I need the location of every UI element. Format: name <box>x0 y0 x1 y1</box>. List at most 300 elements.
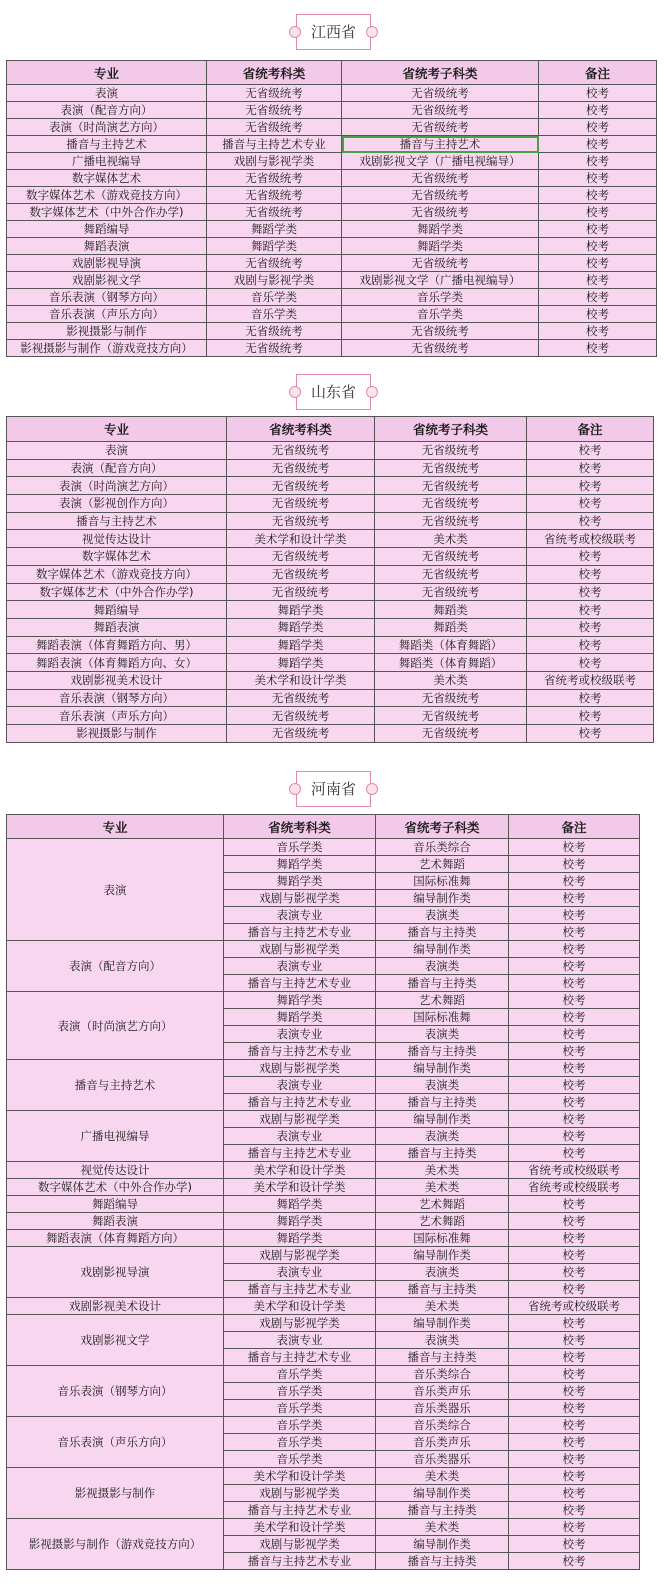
table-cell: 无省级统考 <box>342 187 539 204</box>
jiangxi-title <box>296 14 371 50</box>
table-cell: 校考 <box>539 136 657 153</box>
table-cell: 无省级统考 <box>227 565 375 583</box>
table-cell: 校考 <box>509 1332 640 1349</box>
table-cell: 舞蹈学类 <box>207 238 342 255</box>
table-cell: 无省级统考 <box>375 689 527 707</box>
table-row <box>7 136 657 153</box>
column-header: 省统考子科类 <box>376 815 509 839</box>
table-cell: 无省级统考 <box>375 707 527 725</box>
table-cell: 音乐类声乐 <box>376 1434 509 1451</box>
major-cell: 影视摄影与制作（游戏竞技方向） <box>7 1519 224 1570</box>
table-cell: 播音与主持艺术 <box>7 136 207 153</box>
table-cell: 校考 <box>539 272 657 289</box>
table-cell: 播音与主持类 <box>376 1553 509 1570</box>
table-cell: 舞蹈表演 <box>7 618 227 636</box>
table-cell: 播音与主持艺术专业 <box>224 1094 376 1111</box>
table-cell: 播音与主持类 <box>376 975 509 992</box>
table-row <box>7 204 657 221</box>
table-cell: 舞蹈表演（体育舞蹈方向、男） <box>7 636 227 654</box>
table-row <box>7 289 657 306</box>
table-cell: 校考 <box>509 1111 640 1128</box>
table-cell: 校考 <box>509 1145 640 1162</box>
table-row <box>7 1468 640 1485</box>
table-row <box>7 512 654 530</box>
table-cell: 校考 <box>509 1417 640 1434</box>
table-cell: 音乐学类 <box>224 839 376 856</box>
table-cell: 无省级统考 <box>342 204 539 221</box>
table-cell: 戏剧与影视学类 <box>224 1060 376 1077</box>
table-cell: 播音与主持类 <box>376 1043 509 1060</box>
jiangxi-title-text: 江西省 <box>310 23 356 41</box>
table-cell: 音乐类器乐 <box>376 1451 509 1468</box>
table-cell: 音乐学类 <box>342 306 539 323</box>
table-cell: 表演专业 <box>224 1332 376 1349</box>
table-row <box>7 1519 640 1536</box>
table-cell: 省统考或校级联考 <box>527 530 654 548</box>
table-cell: 音乐类声乐 <box>376 1383 509 1400</box>
table-row <box>7 1060 640 1077</box>
table-cell: 国际标准舞 <box>376 1009 509 1026</box>
title-dot-icon <box>289 26 301 38</box>
table-cell: 无省级统考 <box>342 119 539 136</box>
major-cell: 音乐表演（钢琴方向） <box>7 1366 224 1417</box>
table-cell: 表演 <box>7 85 207 102</box>
table-cell: 舞蹈学类 <box>224 1009 376 1026</box>
table-cell: 无省级统考 <box>207 85 342 102</box>
table-cell: 表演类 <box>376 1264 509 1281</box>
table-cell: 校考 <box>527 477 654 495</box>
table-cell: 音乐学类 <box>224 1400 376 1417</box>
table-cell: 无省级统考 <box>207 187 342 204</box>
table-cell: 音乐学类 <box>224 1366 376 1383</box>
table-cell: 美术学和设计学类 <box>224 1468 376 1485</box>
table-row <box>7 636 654 654</box>
table-cell: 校考 <box>509 1077 640 1094</box>
table-cell: 数字媒体艺术 <box>7 170 207 187</box>
table-cell: 校考 <box>509 1281 640 1298</box>
table-row <box>7 119 657 136</box>
table-row <box>7 654 654 672</box>
table-cell: 编导制作类 <box>376 1315 509 1332</box>
table-cell: 校考 <box>509 1230 640 1247</box>
table-cell: 美术学和设计学类 <box>224 1298 376 1315</box>
table-cell: 校考 <box>509 1196 640 1213</box>
table-cell: 无省级统考 <box>227 495 375 513</box>
table-row <box>7 170 657 187</box>
shandong-table <box>6 416 654 743</box>
table-cell: 表演类 <box>376 907 509 924</box>
table-cell: 音乐学类 <box>224 1383 376 1400</box>
major-cell: 戏剧影视导演 <box>7 1247 224 1298</box>
table-cell: 无省级统考 <box>207 340 342 357</box>
table-cell: 美术类 <box>376 1468 509 1485</box>
table-cell: 校考 <box>539 289 657 306</box>
table-cell: 国际标准舞 <box>376 873 509 890</box>
table-cell: 校考 <box>509 1434 640 1451</box>
table-cell: 播音与主持艺术专业 <box>224 1349 376 1366</box>
column-header: 省统考科类 <box>227 417 375 442</box>
table-row <box>7 1213 640 1230</box>
table-cell: 无省级统考 <box>375 477 527 495</box>
table-cell: 校考 <box>527 495 654 513</box>
table-row <box>7 583 654 601</box>
table-cell: 表演（配音方向） <box>7 102 207 119</box>
table-cell: 舞蹈学类 <box>224 992 376 1009</box>
table-cell: 音乐学类 <box>207 306 342 323</box>
table-cell: 校考 <box>509 1485 640 1502</box>
table-cell: 校考 <box>527 565 654 583</box>
table-cell: 戏剧影视美术设计 <box>7 671 227 689</box>
table-row <box>7 85 657 102</box>
table-cell: 美术类 <box>375 671 527 689</box>
table-cell: 舞蹈学类 <box>342 221 539 238</box>
table-row <box>7 548 654 566</box>
major-cell: 广播电视编导 <box>7 1111 224 1162</box>
table-cell: 戏剧影视文学 <box>7 272 207 289</box>
table-cell: 校考 <box>509 1553 640 1570</box>
table-row <box>7 530 654 548</box>
major-cell: 舞蹈编导 <box>7 1196 224 1213</box>
table-cell: 校考 <box>527 442 654 460</box>
table-cell: 影视摄影与制作 <box>7 725 227 743</box>
table-cell: 音乐表演（钢琴方向） <box>7 289 207 306</box>
table-cell: 无省级统考 <box>375 725 527 743</box>
table-cell: 舞蹈学类 <box>224 1196 376 1213</box>
title-dot-icon <box>289 386 301 398</box>
table-cell: 无省级统考 <box>342 340 539 357</box>
table-cell: 播音与主持类 <box>376 1145 509 1162</box>
table-cell: 国际标准舞 <box>376 1230 509 1247</box>
table-cell: 无省级统考 <box>207 102 342 119</box>
column-header: 备注 <box>539 61 657 85</box>
table-cell: 无省级统考 <box>207 323 342 340</box>
table-cell: 无省级统考 <box>375 459 527 477</box>
table-cell: 无省级统考 <box>227 725 375 743</box>
table-cell: 美术学和设计学类 <box>224 1179 376 1196</box>
table-cell: 校考 <box>509 1519 640 1536</box>
header-row <box>7 815 640 839</box>
table-cell: 音乐类综合 <box>376 1417 509 1434</box>
table-cell: 音乐学类 <box>224 1434 376 1451</box>
table-cell: 舞蹈学类 <box>224 1230 376 1247</box>
table-cell: 数字媒体艺术 <box>7 548 227 566</box>
table-cell: 校考 <box>509 1043 640 1060</box>
header-row <box>7 61 657 85</box>
table-row <box>7 102 657 119</box>
table-cell: 校考 <box>509 1247 640 1264</box>
table-cell: 数字媒体艺术（中外合作办学) <box>7 583 227 601</box>
table-cell: 校考 <box>539 119 657 136</box>
table-cell: 省统考或校级联考 <box>509 1298 640 1315</box>
table-cell: 无省级统考 <box>227 689 375 707</box>
table-cell: 无省级统考 <box>227 459 375 477</box>
table-cell: 表演（时尚演艺方向） <box>7 119 207 136</box>
table-cell: 舞蹈学类 <box>224 856 376 873</box>
table-cell: 舞蹈学类 <box>207 221 342 238</box>
table-cell: 舞蹈学类 <box>224 1213 376 1230</box>
table-cell: 舞蹈学类 <box>342 238 539 255</box>
table-cell: 校考 <box>509 1349 640 1366</box>
table-cell: 音乐学类 <box>224 1451 376 1468</box>
table-cell: 校考 <box>527 636 654 654</box>
table-cell: 无省级统考 <box>375 512 527 530</box>
table-cell: 表演专业 <box>224 907 376 924</box>
henan-title-wrap <box>0 771 667 807</box>
table-cell: 表演专业 <box>224 1264 376 1281</box>
table-cell: 无省级统考 <box>342 170 539 187</box>
title-dot-icon <box>366 386 378 398</box>
table-cell: 表演类 <box>376 958 509 975</box>
major-cell: 数字媒体艺术（中外合作办学) <box>7 1179 224 1196</box>
table-cell: 表演专业 <box>224 1026 376 1043</box>
table-cell: 戏剧与影视学类 <box>224 1536 376 1553</box>
table-row <box>7 323 657 340</box>
table-cell: 表演专业 <box>224 1077 376 1094</box>
table-cell: 校考 <box>539 85 657 102</box>
table-cell: 校考 <box>509 1383 640 1400</box>
table-cell: 无省级统考 <box>375 442 527 460</box>
table-cell: 舞蹈表演 <box>7 238 207 255</box>
table-cell: 戏剧与影视学类 <box>224 1247 376 1264</box>
table-cell: 戏剧与影视学类 <box>207 153 342 170</box>
table-row <box>7 689 654 707</box>
major-cell: 音乐表演（声乐方向） <box>7 1417 224 1468</box>
table-cell: 无省级统考 <box>375 548 527 566</box>
table-cell: 表演专业 <box>224 1128 376 1145</box>
major-cell: 舞蹈表演（体育舞蹈方向） <box>7 1230 224 1247</box>
table-cell: 无省级统考 <box>342 323 539 340</box>
table-cell: 无省级统考 <box>227 477 375 495</box>
major-cell: 播音与主持艺术 <box>7 1060 224 1111</box>
table-row <box>7 1247 640 1264</box>
table-cell: 艺术舞蹈 <box>376 856 509 873</box>
table-row <box>7 618 654 636</box>
table-cell: 无省级统考 <box>207 204 342 221</box>
table-cell: 播音与主持艺术 <box>7 512 227 530</box>
table-cell: 播音与主持类 <box>376 1502 509 1519</box>
table-cell: 校考 <box>539 153 657 170</box>
table-cell: 无省级统考 <box>375 583 527 601</box>
table-cell: 美术类 <box>375 530 527 548</box>
table-cell: 舞蹈编导 <box>7 221 207 238</box>
table-cell: 播音与主持类 <box>376 924 509 941</box>
table-cell: 校考 <box>527 601 654 619</box>
table-row <box>7 442 654 460</box>
table-cell: 舞蹈学类 <box>224 873 376 890</box>
table-cell: 无省级统考 <box>227 548 375 566</box>
table-row <box>7 187 657 204</box>
major-cell: 舞蹈表演 <box>7 1213 224 1230</box>
major-cell: 戏剧影视美术设计 <box>7 1298 224 1315</box>
table-cell: 舞蹈学类 <box>227 636 375 654</box>
table-row <box>7 601 654 619</box>
table-cell: 表演类 <box>376 1077 509 1094</box>
column-header: 专业 <box>7 61 207 85</box>
table-cell: 无省级统考 <box>227 442 375 460</box>
table-cell: 美术学和设计学类 <box>227 671 375 689</box>
major-cell: 表演（时尚演艺方向） <box>7 992 224 1060</box>
table-cell: 校考 <box>509 1128 640 1145</box>
table-row <box>7 1315 640 1332</box>
table-row <box>7 707 654 725</box>
shandong-title-text: 山东省 <box>310 383 356 401</box>
column-header: 省统考子科类 <box>342 61 539 85</box>
table-cell: 校考 <box>509 1009 640 1026</box>
table-cell: 编导制作类 <box>376 890 509 907</box>
column-header: 备注 <box>509 815 640 839</box>
table-cell: 舞蹈类 <box>375 618 527 636</box>
table-row <box>7 1298 640 1315</box>
table-cell: 校考 <box>539 306 657 323</box>
table-cell: 舞蹈学类 <box>227 618 375 636</box>
table-row <box>7 272 657 289</box>
table-cell: 校考 <box>509 856 640 873</box>
table-row <box>7 1230 640 1247</box>
table-cell: 戏剧与影视学类 <box>224 1485 376 1502</box>
table-cell: 播音与主持类 <box>376 1281 509 1298</box>
table-cell: 校考 <box>509 992 640 1009</box>
table-cell: 校考 <box>527 618 654 636</box>
table-cell: 校考 <box>527 512 654 530</box>
table-cell: 舞蹈编导 <box>7 601 227 619</box>
table-cell: 音乐表演（声乐方向） <box>7 306 207 323</box>
table-row <box>7 1366 640 1383</box>
table-cell: 无省级统考 <box>342 102 539 119</box>
table-cell: 无省级统考 <box>227 707 375 725</box>
table-cell: 播音与主持艺术专业 <box>224 1281 376 1298</box>
table-row <box>7 671 654 689</box>
table-cell: 表演类 <box>376 1128 509 1145</box>
table-row <box>7 495 654 513</box>
table-cell: 校考 <box>539 340 657 357</box>
table-cell: 戏剧与影视学类 <box>224 1111 376 1128</box>
shandong-title <box>296 374 371 410</box>
table-cell: 编导制作类 <box>376 1247 509 1264</box>
table-cell: 无省级统考 <box>207 255 342 272</box>
table-cell: 省统考或校级联考 <box>527 671 654 689</box>
table-cell: 美术学和设计学类 <box>224 1519 376 1536</box>
major-cell: 表演（配音方向） <box>7 941 224 992</box>
table-row <box>7 565 654 583</box>
table-cell: 舞蹈学类 <box>227 654 375 672</box>
table-cell: 校考 <box>539 221 657 238</box>
table-cell: 戏剧与影视学类 <box>224 941 376 958</box>
table-cell: 校考 <box>527 707 654 725</box>
table-cell: 校考 <box>509 1468 640 1485</box>
header-row <box>7 417 654 442</box>
table-cell: 舞蹈学类 <box>227 601 375 619</box>
table-cell: 校考 <box>527 548 654 566</box>
table-cell: 舞蹈类 <box>375 601 527 619</box>
table-cell: 校考 <box>509 941 640 958</box>
table-cell: 校考 <box>527 725 654 743</box>
table-cell: 校考 <box>509 958 640 975</box>
table-row <box>7 1179 640 1196</box>
table-cell: 无省级统考 <box>342 85 539 102</box>
table-cell: 校考 <box>539 255 657 272</box>
table-cell: 音乐学类 <box>207 289 342 306</box>
table-cell: 省统考或校级联考 <box>509 1179 640 1196</box>
column-header: 专业 <box>7 815 224 839</box>
table-cell: 无省级统考 <box>375 565 527 583</box>
table-cell: 编导制作类 <box>376 1060 509 1077</box>
title-dot-icon <box>366 26 378 38</box>
table-cell: 播音与主持艺术专业 <box>207 136 342 153</box>
table-cell: 校考 <box>539 102 657 119</box>
table-cell: 播音与主持艺术专业 <box>224 1145 376 1162</box>
table-cell: 影视摄影与制作（游戏竞技方向） <box>7 340 207 357</box>
table-cell: 编导制作类 <box>376 1485 509 1502</box>
table-cell: 音乐表演（钢琴方向） <box>7 689 227 707</box>
table-cell: 校考 <box>509 1400 640 1417</box>
table-row <box>7 1196 640 1213</box>
table-row <box>7 725 654 743</box>
shandong-title-wrap <box>0 374 667 410</box>
major-cell: 戏剧影视文学 <box>7 1315 224 1366</box>
major-cell: 表演 <box>7 839 224 941</box>
table-cell: 表演 <box>7 442 227 460</box>
table-cell: 无省级统考 <box>375 495 527 513</box>
table-cell: 无省级统考 <box>207 119 342 136</box>
table-cell: 影视摄影与制作 <box>7 323 207 340</box>
table-cell: 校考 <box>539 323 657 340</box>
table-cell: 校考 <box>509 1213 640 1230</box>
henan-title <box>296 771 371 807</box>
henan-table <box>6 814 640 1570</box>
table-cell: 美术类 <box>376 1298 509 1315</box>
table-cell: 戏剧影视文学（广播电视编导） <box>342 153 539 170</box>
table-cell: 播音与主持艺术专业 <box>224 975 376 992</box>
table-cell: 艺术舞蹈 <box>376 992 509 1009</box>
table-cell: 戏剧影视导演 <box>7 255 207 272</box>
table-cell: 校考 <box>509 1060 640 1077</box>
column-header: 备注 <box>527 417 654 442</box>
table-cell: 音乐类综合 <box>376 839 509 856</box>
column-header: 省统考科类 <box>207 61 342 85</box>
table-cell: 播音与主持类 <box>376 1094 509 1111</box>
table-cell: 校考 <box>509 1026 640 1043</box>
table-cell: 无省级统考 <box>342 255 539 272</box>
table-cell: 校考 <box>509 1094 640 1111</box>
table-cell: 播音与主持艺术专业 <box>224 1502 376 1519</box>
table-cell: 表演专业 <box>224 958 376 975</box>
table-cell: 美术类 <box>376 1519 509 1536</box>
major-cell: 视觉传达设计 <box>7 1162 224 1179</box>
table-cell: 音乐类综合 <box>376 1366 509 1383</box>
table-cell: 播音与主持艺术专业 <box>224 924 376 941</box>
table-cell: 美术类 <box>376 1162 509 1179</box>
table-cell: 表演类 <box>376 1332 509 1349</box>
title-dot-icon <box>289 783 301 795</box>
table-cell: 音乐表演（声乐方向） <box>7 707 227 725</box>
table-cell: 戏剧与影视学类 <box>224 1315 376 1332</box>
table-cell: 艺术舞蹈 <box>376 1213 509 1230</box>
title-dot-icon <box>366 783 378 795</box>
table-cell: 省统考或校级联考 <box>509 1162 640 1179</box>
table-cell: 数字媒体艺术（游戏竞技方向） <box>7 187 207 204</box>
table-cell: 美术学和设计学类 <box>227 530 375 548</box>
table-row <box>7 839 640 856</box>
table-row <box>7 238 657 255</box>
table-row <box>7 477 654 495</box>
table-cell: 校考 <box>539 204 657 221</box>
table-cell: 编导制作类 <box>376 1536 509 1553</box>
table-row <box>7 941 640 958</box>
table-cell: 校考 <box>509 839 640 856</box>
table-cell: 校考 <box>509 1536 640 1553</box>
column-header: 专业 <box>7 417 227 442</box>
jiangxi-title-wrap <box>0 14 667 50</box>
